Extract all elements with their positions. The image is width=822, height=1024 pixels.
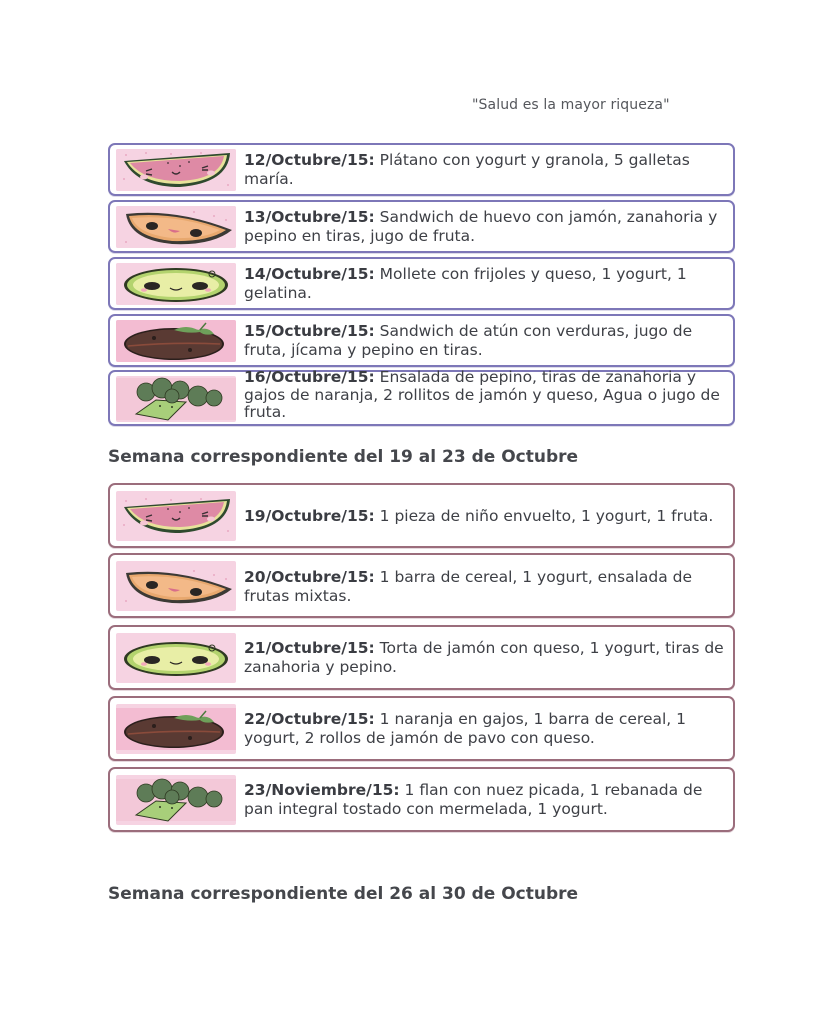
- entry-date: 14/Octubre/15:: [244, 265, 375, 283]
- menu-entry: [108, 553, 735, 618]
- menu-entry: [108, 200, 735, 253]
- entry-description: Plátano con yogurt y granola, 5 galletas maría.: [244, 151, 690, 188]
- menu-entry: [108, 483, 735, 548]
- orange-slice-icon: [116, 206, 236, 248]
- watermelon-icon: [116, 149, 236, 191]
- week-heading: Semana correspondiente del 19 al 23 de Octubre: [108, 447, 579, 467]
- entry-description: Mollete con frijoles y queso, 1 yogurt, 1 gelatina.: [244, 265, 687, 302]
- entry-text: [244, 322, 727, 360]
- lime-icon: [116, 633, 236, 683]
- entry-date: 19/Octubre/15:: [244, 507, 375, 525]
- menu-entry: [108, 143, 735, 196]
- eggplant-icon: [116, 704, 236, 754]
- entry-text: [244, 710, 727, 748]
- menu-entry: [108, 370, 735, 426]
- menu-entry: [108, 767, 735, 832]
- menu-entry: [108, 696, 735, 761]
- entry-text: [244, 639, 727, 677]
- entry-date: 15/Octubre/15:: [244, 322, 375, 340]
- motto-quote: "Salud es la mayor riqueza": [472, 97, 670, 113]
- entry-text: [244, 568, 727, 606]
- week-heading: Semana correspondiente del 26 al 30 de Octubre: [108, 884, 579, 904]
- entry-description: Torta de jamón con queso, 1 yogurt, tiras de zanahoria y pepino.: [244, 639, 724, 676]
- entry-description: Sandwich de huevo con jamón, zanahoria y pepino en tiras, jugo de fruta.: [244, 208, 718, 245]
- entry-description: 1 naranja en gajos, 1 barra de cereal, 1 yogurt, 2 rollos de jamón de pavo con queso.: [244, 710, 687, 747]
- broccoli-icon: [116, 775, 236, 825]
- entry-date: 13/Octubre/15:: [244, 208, 375, 226]
- entry-description: Sandwich de atún con verduras, jugo de fruta, jícama y pepino en tiras.: [244, 322, 693, 359]
- entry-date: 21/Octubre/15:: [244, 639, 375, 657]
- menu-entry: [108, 625, 735, 690]
- entry-description: 1 flan con nuez picada, 1 rebanada de pan integral tostado con mermelada, 1 yogurt.: [244, 781, 703, 818]
- entry-text: [244, 781, 727, 819]
- lime-icon: [116, 263, 236, 305]
- entry-text: [244, 507, 727, 526]
- entry-date: 16/Octubre/15:: [244, 368, 375, 386]
- entry-date: 20/Octubre/15:: [244, 568, 375, 586]
- broccoli-icon: [116, 376, 236, 422]
- entry-text: [244, 151, 727, 189]
- watermelon-icon: [116, 491, 236, 541]
- menu-entry: [108, 314, 735, 367]
- entry-text: [244, 369, 727, 422]
- entry-description: 1 barra de cereal, 1 yogurt, ensalada de frutas mixtas.: [244, 568, 693, 605]
- entry-description: Ensalada de pepino, tiras de zanahoria y gajos de naranja, 2 rollitos de jamón y queso, Agua o jugo de fruta.: [244, 368, 720, 421]
- entry-date: 22/Octubre/15:: [244, 710, 375, 728]
- orange-slice-icon: [116, 561, 236, 611]
- entry-description: 1 pieza de niño envuelto, 1 yogurt, 1 fruta.: [374, 507, 714, 525]
- entry-date: 23/Noviembre/15:: [244, 781, 400, 799]
- entry-text: [244, 208, 727, 246]
- entry-date: 12/Octubre/15:: [244, 151, 375, 169]
- entry-text: [244, 265, 727, 303]
- eggplant-icon: [116, 320, 236, 362]
- menu-entry: [108, 257, 735, 310]
